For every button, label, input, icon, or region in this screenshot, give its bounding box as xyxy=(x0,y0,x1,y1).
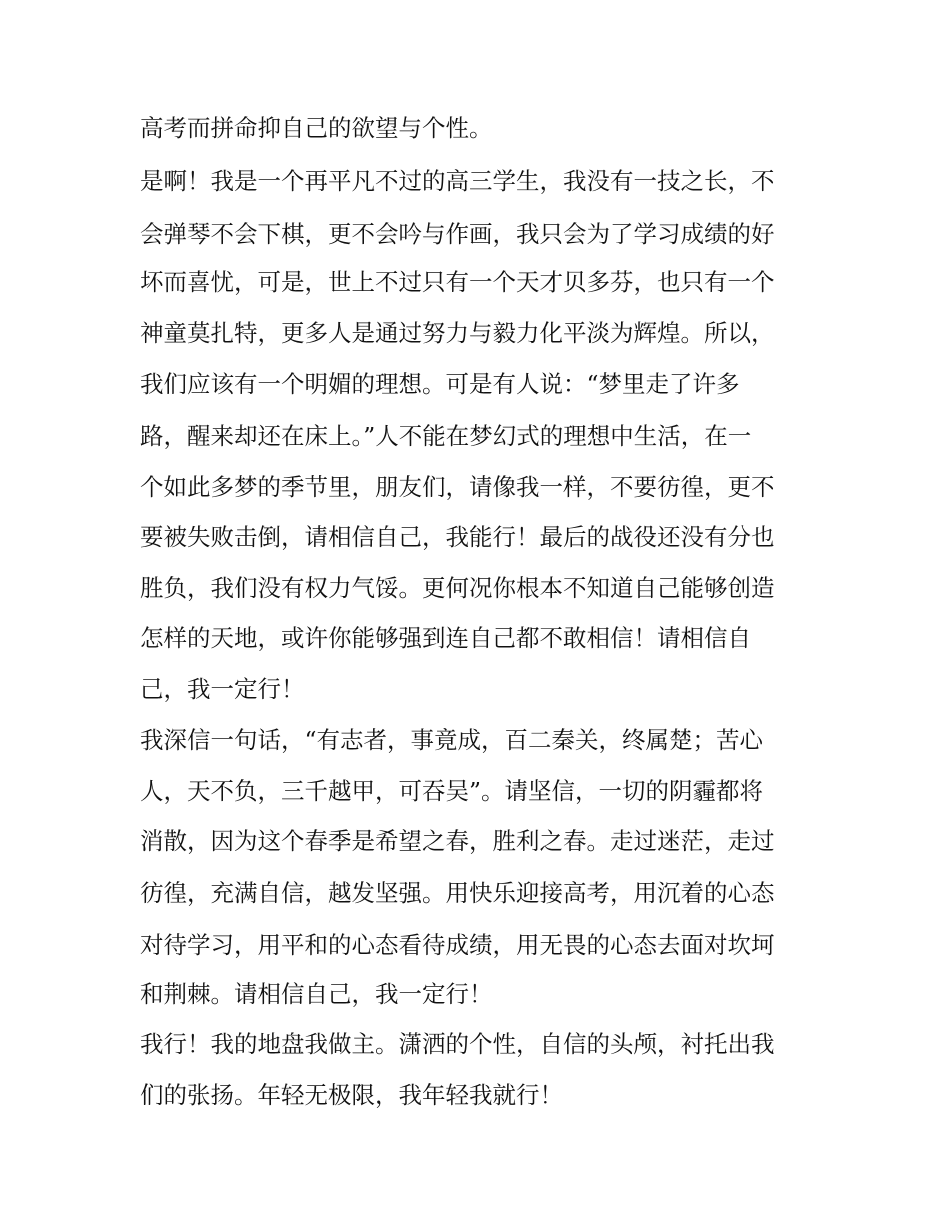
text-line: 会弹琴不会下棋，更不会吟与作画，我只会为了学习成绩的好 xyxy=(140,220,775,248)
text-line: 人，天不负，三千越甲，可吞吴”。请坚信，一切的阴霾都将 xyxy=(140,777,764,805)
text-line: 对待学习，用平和的心态看待成绩，用无畏的心态去面对坎坷 xyxy=(140,931,775,959)
text-line: 己，我一定行！ xyxy=(140,675,305,703)
text-line: 我们应该有一个明媚的理想。可是有人说：“梦里走了许多 xyxy=(140,370,740,398)
text-line: 胜负，我们没有权力气馁。更何况你根本不知道自己能够创造 xyxy=(140,574,775,602)
text-line: 们的张扬。年轻无极限，我年轻我就行！ xyxy=(140,1081,563,1109)
text-line: 我行！我的地盘我做主。潇洒的个性，自信的头颅，衬托出我 xyxy=(140,1030,775,1058)
text-line: 是啊！我是一个再平凡不过的高三学生，我没有一技之长，不 xyxy=(140,167,775,195)
text-line: 彷徨，充满自信，越发坚强。用快乐迎接高考，用沉着的心态 xyxy=(140,879,775,907)
text-line: 高考而拼命抑自己的欲望与个性。 xyxy=(140,114,493,142)
text-line: 消散，因为这个春季是希望之春，胜利之春。走过迷茫，走过 xyxy=(140,827,775,855)
text-line: 怎样的天地，或许你能够强到连自己都不敢相信！请相信自 xyxy=(140,624,751,652)
text-line: 和荆棘。请相信自己，我一定行！ xyxy=(140,980,493,1008)
text-line: 个如此多梦的季节里，朋友们，请像我一样，不要彷徨，更不 xyxy=(140,473,775,501)
text-line: 路，醒来却还在床上。”人不能在梦幻式的理想中生活，在一 xyxy=(140,422,752,450)
text-line: 要被失败击倒，请相信自己，我能行！最后的战役还没有分也 xyxy=(140,523,775,551)
text-line: 神童莫扎特，更多人是通过努力与毅力化平淡为辉煌。所以， xyxy=(140,319,775,347)
text-line: 我深信一句话，“有志者，事竟成，百二秦关，终属楚；苦心 xyxy=(140,726,764,754)
text-line: 坏而喜忧，可是，世上不过只有一个天才贝多芬，也只有一个 xyxy=(140,268,775,296)
